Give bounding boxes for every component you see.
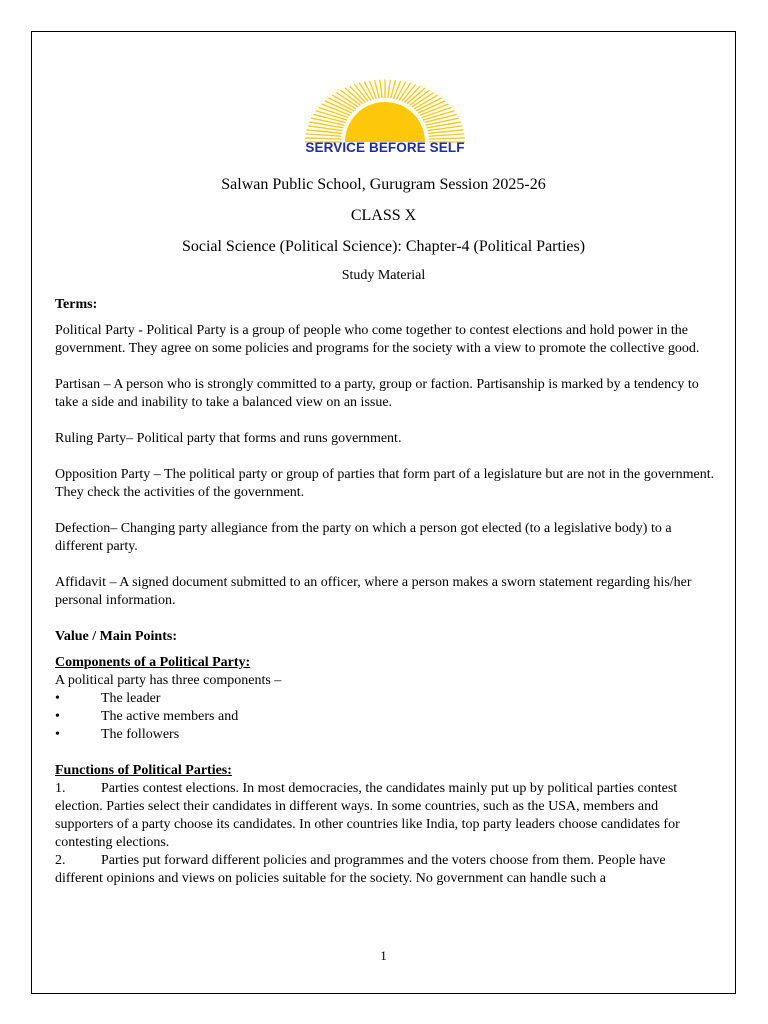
- term-partisan: Partisan – A person who is strongly committed to a party, group or faction. Partisanship is marked by a tendency to take a side and inability to take a balanced view on an issue.: [55, 377, 699, 410]
- bullet-mark: •: [55, 691, 60, 706]
- terms-heading: Terms:: [55, 297, 98, 312]
- list-item: [55, 852, 715, 888]
- main-content: [55, 296, 715, 888]
- list-number: 2.: [55, 853, 66, 868]
- functions-list: [55, 780, 715, 888]
- list-item-text: Parties contest elections. In most democracies, the candidates mainly put up by political parties contest election. Parties select their candidates in different ways. In some countries, such as the USA, members and supporters of a party choose its candidates. In other countries like India, top party leaders choose candidates for contesting elections.: [55, 781, 680, 850]
- motto-text: SERVICE BEFORE SELF: [305, 140, 465, 155]
- term-defection: Defection– Changing party allegiance from the party on which a person got elected (to a legislative body) to a different party.: [55, 521, 672, 554]
- term-opposition-party: Opposition Party – The political party or group of parties that form part of a legislature but are not in the government. They check the activities of the government.: [55, 467, 715, 500]
- sun-icon: [300, 78, 470, 144]
- class-title: CLASS X: [350, 207, 417, 224]
- list-item: [55, 780, 715, 852]
- list-item: [55, 708, 715, 726]
- components-intro: A political party has three components –: [55, 673, 282, 688]
- value-heading: Value / Main Points:: [55, 629, 177, 644]
- study-material-label: Study Material: [341, 268, 426, 283]
- subject-title: Social Science (Political Science): Chapter-4 (Political Parties): [181, 238, 586, 255]
- school-name: Salwan Public School, Gurugram Session 2025-26: [221, 176, 546, 193]
- term-ruling-party: Ruling Party– Political party that forms and runs government.: [55, 431, 402, 446]
- functions-heading: Functions of Political Parties:: [55, 763, 232, 778]
- list-item-text: The active members and: [101, 709, 239, 724]
- bullet-mark: •: [55, 709, 60, 724]
- term-political-party: Political Party - Political Party is a group of people who come together to contest elections and hold power in the government. They agree on some policies and programs for the society with a view to promote the collective good.: [55, 323, 700, 356]
- list-number: 1.: [55, 781, 66, 796]
- list-item-text: Parties put forward different policies and programmes and the voters choose from them. People have different opinions and views on policies suitable for the society. No government can handle such a: [55, 853, 666, 886]
- list-item: [55, 690, 715, 708]
- components-list: [55, 690, 715, 744]
- page-number: 1: [380, 948, 387, 963]
- bullet-mark: •: [55, 727, 60, 742]
- list-item: [55, 726, 715, 744]
- term-affidavit: Affidavit – A signed document submitted to an officer, where a person makes a sworn statement regarding his/her personal information.: [55, 575, 692, 608]
- list-item-text: The leader: [101, 691, 161, 706]
- components-heading: Components of a Political Party:: [55, 655, 251, 670]
- school-logo: [300, 78, 470, 168]
- list-item-text: The followers: [101, 727, 180, 742]
